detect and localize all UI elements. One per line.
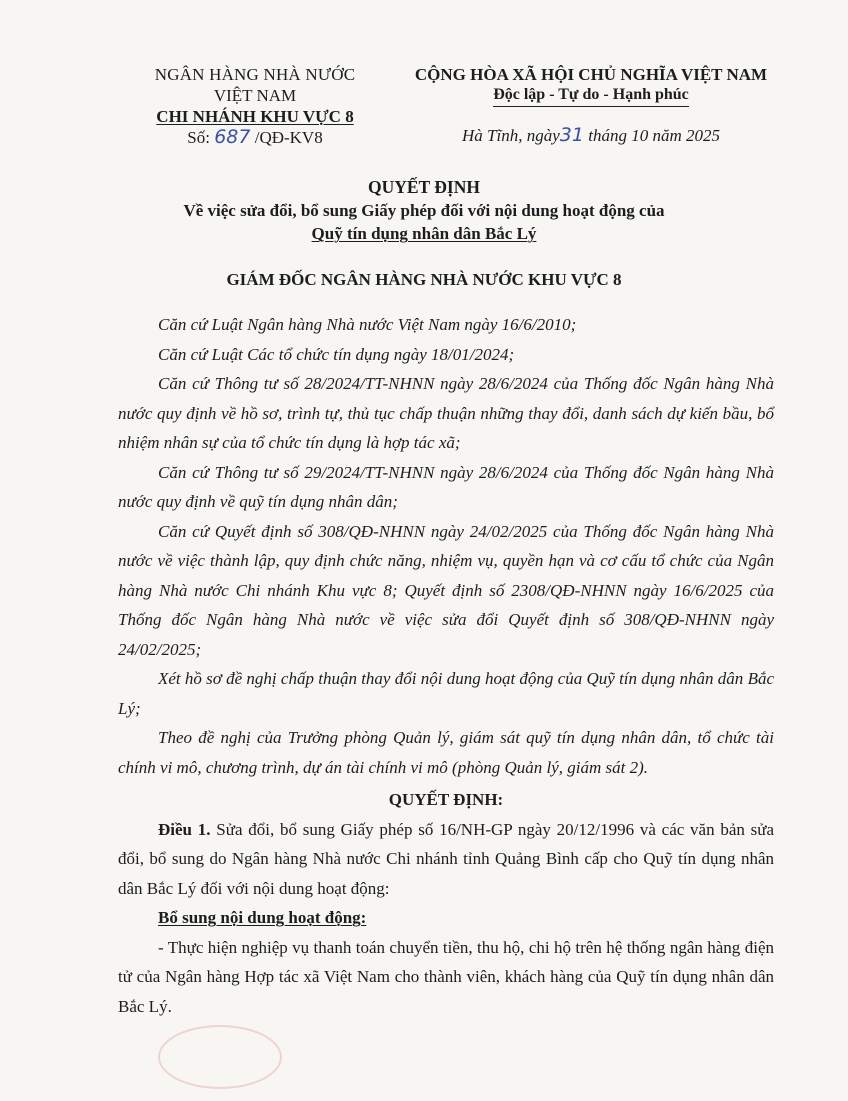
ground-2: Căn cứ Luật Các tổ chức tín dụng ngày 18/01/2024; [158,344,515,364]
issuing-authority: GIÁM ĐỐC NGÂN HÀNG NHÀ NƯỚC KHU VỰC 8 [226,270,622,289]
number-prefix: Số: [187,128,210,147]
ground-1: Căn cứ Luật Ngân hàng Nhà nước Việt Nam ngày 16/6/2010; [158,315,577,334]
ground-6: Xét hồ sơ đề nghị chấp thuận thay đổi nội dung hoạt động của Quỹ tín dụng nhân dân Bắc Lý; [118,669,774,718]
document-number [187,127,322,148]
article-1-label: Điều 1. [158,819,211,839]
ground-3: Căn cứ Thông tư số 28/2024/TT-NHNN ngày 28/6/2024 của Thống đốc Ngân hàng Nhà nước quy định về hồ sơ, trình tự, thủ tục chấp thuận những thay đổi, danh sách dự kiến bầu, bổ nhiệm nhân sự của tổ chức tín dụng là hợp tác xã; [118,374,774,452]
title-subject-line2: Quỹ tín dụng nhân dân Bắc Lý [311,224,537,243]
article-1 [118,815,774,904]
issuer-branch: CHI NHÁNH KHU VỰC 8 [156,107,354,126]
national-header [392,64,790,146]
document-body [118,310,774,1021]
addition-heading: Bổ sung nội dung hoạt động: [158,908,367,927]
ground-4: Căn cứ Thông tư số 29/2024/TT-NHNN ngày 28/6/2024 của Thống đốc Ngân hàng Nhà nước quy định về quỹ tín dụng nhân dân; [118,462,774,511]
place-date-suffix: tháng 10 năm 2025 [588,126,720,145]
number-handwritten: 687 [214,126,251,148]
place-date [392,124,790,146]
title-heading: QUYẾT ĐỊNH [368,177,480,197]
decision-heading: QUYẾT ĐỊNH: [388,790,504,809]
ground-5: Căn cứ Quyết định số 308/QĐ-NHNN ngày 24/02/2025 của Thống đốc Ngân hàng Nhà nước về việc thành lập, quy định chức năng, nhiệm vụ, quyền hạn và cơ cấu tổ chức của Ngân hàng Nhà nước Chi nhánh Khu vực 8; Quyết định số 2308/QĐ-NHNN ngày 16/6/2025 của Thống đốc Ngân hàng Nhà nước về việc sửa đổi Quyết định số 308/QĐ-NHNN ngày 24/02/2025; [118,521,774,659]
place-date-prefix: Hà Tĩnh, ngày [462,126,560,145]
addition-item: - Thực hiện nghiệp vụ thanh toán chuyển tiền, thu hộ, chi hộ trên hệ thống ngân hàng điện tử của Ngân hàng Hợp tác xã Việt Nam cho thành viên, khách hàng của Quỹ tín dụng nhân dân Bắc Lý. [118,937,774,1016]
title-subject-line1: Về việc sửa đổi, bổ sung Giấy phép đối với nội dung hoạt động của [183,201,665,220]
nation-name: CỘNG HÒA XÃ HỘI CHỦ NGHĨA VIỆT NAM [414,65,768,84]
issuer-org-line2: VIỆT NAM [213,86,297,105]
issuer-header [110,64,400,148]
document-title [0,176,848,245]
article-1-text: Sửa đổi, bổ sung Giấy phép số 16/NH-GP ngày 20/12/1996 và các văn bản sửa đổi, bổ sung do Ngân hàng Nhà nước Chi nhánh tỉnh Quảng Bình cấp cho Quỹ tín dụng nhân dân Bắc Lý đối với nội dung hoạt động: [118,819,775,898]
number-suffix: /QĐ-KV8 [254,128,323,147]
issuer-org-line1: NGÂN HÀNG NHÀ NƯỚC [154,65,356,84]
day-handwritten: 31 [559,124,584,146]
national-motto: Độc lập - Tự do - Hạnh phúc [493,85,689,107]
ground-7: Theo đề nghị của Trưởng phòng Quản lý, giám sát quỹ tín dụng nhân dân, tổ chức tài chính vi mô, chương trình, dự án tài chính vi mô (phòng Quản lý, giám sát 2). [118,728,774,777]
faded-seal-stamp [158,1025,282,1089]
